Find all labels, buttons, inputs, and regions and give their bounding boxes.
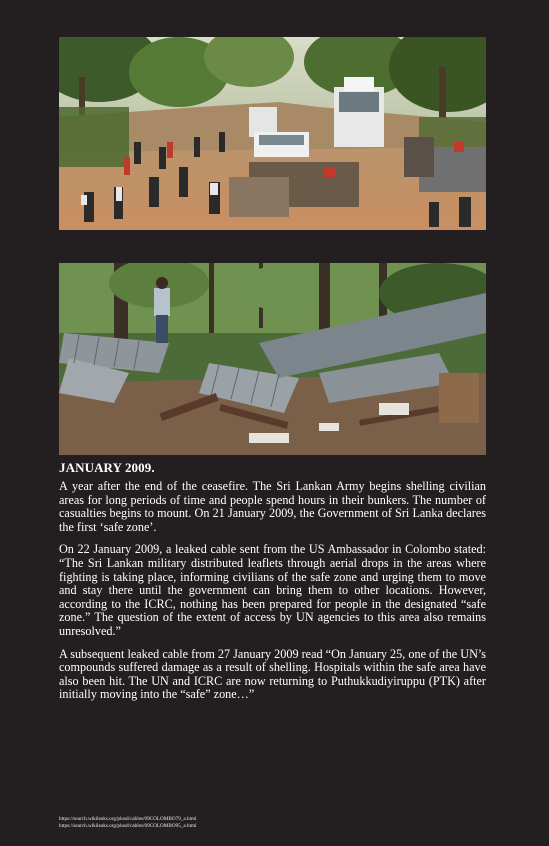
photo-destroyed-shelter: [59, 263, 486, 455]
footnotes: [59, 816, 197, 830]
paragraph-leaked-cable-22-jan: On 22 January 2009, a leaked cable sent from the US Ambassador in Colombo stated: “The Sri Lankan military distributed leaflets through aerial drops in the areas where fighting is taking place, informing civilians of the safe zone and urging them to move and stay there until the government can bring them to other locations. However, according to the ICRC, nothing has been prepared for people in the designated “safe zone.” The question of the extent of access by UN agencies to this area also remains unresolved.”: [59, 542, 486, 638]
january-2009-section: [59, 460, 486, 711]
paragraph-leaked-cable-27-jan: A subsequent leaked cable from 27 January 2009 read “On January 25, one of the UN’s compounds suffered damage as a result of shelling. Hospitals within the safe area have also been hit. The UN and ICRC are now returning to Puthukkudiyiruppu (PTK) after initially moving into the “safe” zone…”: [59, 646, 486, 702]
photo-crowded-road-image: [59, 37, 486, 230]
section-heading: JANUARY 2009.: [59, 460, 155, 475]
footnote-link[interactable]: https://search.wikileaks.org/plusd/cables/09COLOMBO79_a.html: [59, 816, 197, 822]
photo-crowded-road: [59, 37, 486, 230]
footnote-link[interactable]: https://search.wikileaks.org/plusd/cables/09COLOMBO95_a.html: [59, 823, 197, 829]
photo-destroyed-shelter-image: [59, 263, 486, 455]
paragraph-ceasefire: A year after the end of the ceasefire. The Sri Lankan Army begins shelling civilian areas for long periods of time and people spend hours in their bunkers. The number of casualties begins to mount. On 21 January 2009, the Government of Sri Lanka declares the first ‘safe zone’.: [59, 479, 486, 534]
